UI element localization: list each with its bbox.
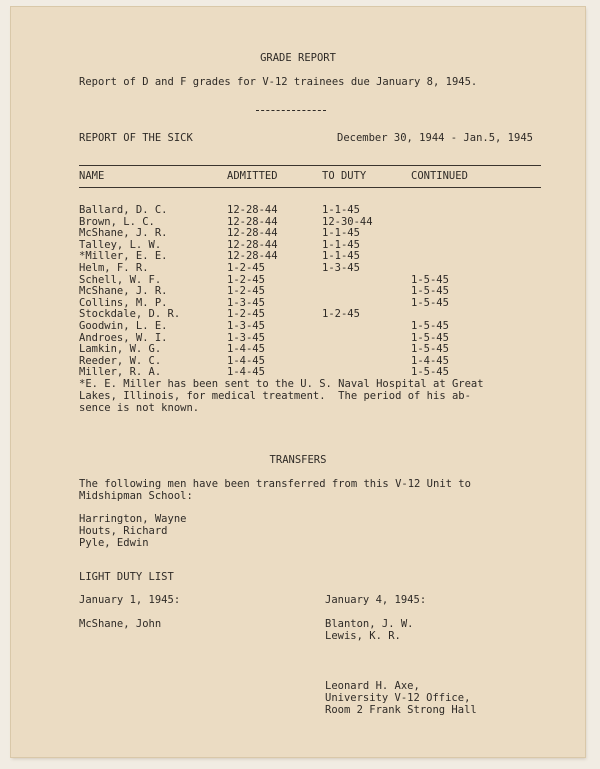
- cell-admitted: 12-28-44: [227, 238, 278, 251]
- light-duty-name: McShane, John: [79, 618, 162, 630]
- cell-admitted: 1-4-45: [227, 343, 265, 356]
- footnote-line: *E. E. Miller has been sent to the U. S. Naval Hospital at Great: [79, 378, 484, 390]
- report-title: GRADE REPORT: [260, 52, 336, 64]
- cell-admitted: 1-3-45: [227, 319, 265, 332]
- transfers-title: TRANSFERS: [269, 454, 327, 466]
- signature-line: Leonard H. Axe,: [325, 680, 420, 692]
- cell-name: McShane, J. R.: [79, 227, 168, 240]
- cell-name: Collins, M. P.: [79, 296, 168, 309]
- sick-report-date-range: December 30, 1944 - Jan.5, 1945: [337, 132, 533, 144]
- cell-continued: 1-5-45: [411, 331, 449, 344]
- cell-admitted: 1-4-45: [227, 354, 265, 367]
- sick-report-table: [79, 205, 499, 379]
- cell-admitted: 1-2-45: [227, 308, 265, 321]
- light-duty-name: Lewis, K. R.: [325, 630, 401, 642]
- cell-name: Lamkin, W. G.: [79, 343, 162, 356]
- light-duty-left-date: January 1, 1945:: [79, 594, 181, 606]
- section-divider: [256, 110, 326, 111]
- table-row: [79, 263, 499, 275]
- column-header-admitted: ADMITTED: [227, 170, 278, 182]
- cell-to-duty: 1-1-45: [322, 250, 360, 263]
- table-row: [79, 344, 499, 356]
- cell-name: McShane, J. R.: [79, 285, 168, 298]
- column-header-name: NAME: [79, 170, 105, 182]
- light-duty-title: LIGHT DUTY LIST: [79, 571, 174, 583]
- cell-continued: 1-4-45: [411, 354, 449, 367]
- table-row: [79, 321, 499, 333]
- cell-continued: 1-5-45: [411, 285, 449, 298]
- cell-name: Schell, W. F.: [79, 273, 162, 286]
- cell-to-duty: 1-1-45: [322, 204, 360, 216]
- cell-to-duty: 12-30-44: [322, 215, 373, 228]
- table-row: [79, 286, 499, 298]
- cell-admitted: 1-3-45: [227, 331, 265, 344]
- cell-name: *Miller, E. E.: [79, 250, 168, 263]
- transfers-intro: Midshipman School:: [79, 490, 193, 502]
- cell-to-duty: 1-1-45: [322, 227, 360, 240]
- cell-name: Reeder, W. C.: [79, 354, 162, 367]
- transfers-intro: The following men have been transferred from this V-12 Unit to: [79, 478, 471, 490]
- cell-continued: 1-5-45: [411, 319, 449, 332]
- cell-admitted: 1-2-45: [227, 261, 265, 274]
- table-row: [79, 205, 499, 217]
- cell-name: Helm, F. R.: [79, 261, 149, 274]
- document-page: [11, 7, 585, 757]
- cell-admitted: 12-28-44: [227, 227, 278, 240]
- cell-to-duty: 1-1-45: [322, 238, 360, 251]
- cell-admitted: 12-28-44: [227, 204, 278, 216]
- footnote-line: Lakes, Illinois, for medical treatment. The period of his ab-: [79, 390, 471, 402]
- cell-name: Stockdale, D. R.: [79, 308, 181, 321]
- cell-admitted: 1-3-45: [227, 296, 265, 309]
- cell-name: Brown, L. C.: [79, 215, 155, 228]
- light-duty-name: Blanton, J. W.: [325, 618, 414, 630]
- light-duty-right-date: January 4, 1945:: [325, 594, 427, 606]
- transfer-name: Harrington, Wayne: [79, 513, 187, 525]
- transfer-name: Houts, Richard: [79, 525, 168, 537]
- cell-admitted: 1-4-45: [227, 366, 265, 379]
- column-header-to-duty: TO DUTY: [322, 170, 367, 182]
- cell-name: Goodwin, L. E.: [79, 319, 168, 332]
- cell-to-duty: 1-3-45: [322, 261, 360, 274]
- cell-name: Talley, L. W.: [79, 238, 162, 251]
- transfer-name: Pyle, Edwin: [79, 537, 149, 549]
- signature-line: University V-12 Office,: [325, 692, 471, 704]
- sick-report-title: REPORT OF THE SICK: [79, 132, 193, 144]
- cell-continued: 1-5-45: [411, 273, 449, 286]
- cell-name: Androes, W. I.: [79, 331, 168, 344]
- cell-continued: 1-5-45: [411, 343, 449, 356]
- column-header-continued: CONTINUED: [411, 170, 468, 182]
- cell-admitted: 1-2-45: [227, 273, 265, 286]
- report-subtitle: Report of D and F grades for V-12 trainees due January 8, 1945.: [79, 76, 478, 88]
- cell-name: Miller, R. A.: [79, 366, 162, 379]
- cell-admitted: 12-28-44: [227, 250, 278, 263]
- cell-name: Ballard, D. C.: [79, 204, 168, 216]
- cell-admitted: 12-28-44: [227, 215, 278, 228]
- table-header-rule: [79, 187, 541, 188]
- cell-continued: 1-5-45: [411, 296, 449, 309]
- cell-continued: 1-5-45: [411, 366, 449, 379]
- signature-line: Room 2 Frank Strong Hall: [325, 704, 477, 716]
- footnote-line: sence is not known.: [79, 402, 200, 414]
- cell-to-duty: 1-2-45: [322, 308, 360, 321]
- cell-admitted: 1-2-45: [227, 285, 265, 298]
- table-top-rule: [79, 165, 541, 166]
